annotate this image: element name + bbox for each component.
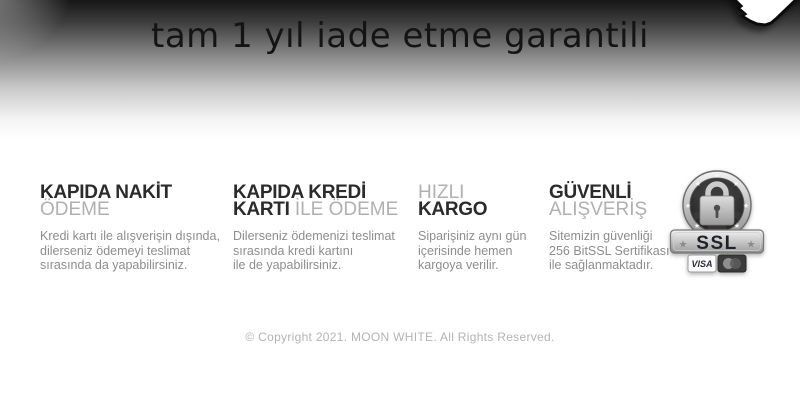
mastercard-logo	[718, 255, 746, 272]
feature-guvenli-alisveris	[549, 184, 674, 273]
svg-text:★: ★	[693, 222, 701, 230]
guarantee-banner	[0, 0, 800, 140]
feature-description	[233, 229, 428, 273]
star-icon: ★	[746, 239, 756, 251]
svg-text:★: ★	[694, 180, 702, 188]
feature-title-line2	[418, 201, 553, 218]
feature-title-line2	[40, 201, 235, 218]
feature-title-line2	[233, 201, 428, 218]
feature-body-line: içerisinde hemen	[418, 243, 513, 258]
feature-title-bold: KARTI	[233, 199, 290, 220]
feature-body-line: dilerseniz ödemeyi teslimat	[40, 243, 191, 258]
feature-title-light: İLE ÖDEME	[289, 199, 399, 220]
feature-title-line2	[549, 201, 674, 218]
feature-body-line: ile sağlanmaktadır.	[549, 258, 654, 272]
visa-label: VISA	[691, 259, 713, 269]
copyright-text: © Copyright 2021. MOON WHITE. All Rights Reserved.	[245, 330, 555, 344]
feature-title-bold: GÜVENLİ	[549, 182, 632, 203]
feature-hizli-kargo	[418, 184, 553, 273]
feature-body-line: sırasında kredi kartını	[233, 243, 354, 258]
feature-description	[549, 229, 674, 273]
feature-body-line: Siparişiniz aynı gün	[418, 229, 527, 243]
ssl-label: SSL	[696, 233, 738, 254]
feature-kapida-kredi-karti	[233, 184, 428, 273]
feature-title-bold: KARGO	[418, 199, 488, 220]
feature-kapida-nakit-odeme	[40, 184, 235, 273]
feature-body-line: Sitemizin güvenliği	[549, 229, 653, 243]
feature-title-light: ALIŞVERİŞ	[549, 199, 648, 220]
svg-text:★: ★	[732, 180, 740, 188]
guarantee-banner-title: tam 1 yıl iade etme garantili	[151, 16, 649, 56]
feature-title-light: HIZLI	[418, 182, 465, 203]
ssl-ribbon	[671, 230, 764, 254]
feature-body-line: ile de yapabilirsiniz.	[233, 258, 342, 272]
feature-description	[418, 229, 553, 273]
feature-body-line: Kredi kartı ile alışverişin dışında,	[40, 229, 220, 243]
svg-text:★: ★	[733, 222, 741, 230]
star-icon: ★	[678, 239, 688, 251]
feature-title-bold: KAPIDA KREDİ	[233, 182, 366, 203]
feature-body-line: sırasında da yapabilirsiniz.	[40, 258, 188, 272]
feature-body-line: Dilerseniz ödemenizi teslimat	[233, 229, 395, 243]
svg-text:★: ★	[713, 172, 721, 180]
pixel-cursor-icon	[706, 0, 800, 38]
ssl-badge	[669, 167, 765, 275]
svg-text:★: ★	[684, 202, 692, 210]
svg-text:★: ★	[742, 202, 750, 210]
visa-logo	[688, 255, 716, 272]
feature-title-bold: KAPIDA NAKİT	[40, 182, 172, 203]
feature-body-line: 256 BitSSL Sertifikası	[549, 243, 670, 258]
feature-title-light: ÖDEME	[40, 199, 110, 220]
feature-body-line: kargoya verilir.	[418, 258, 499, 272]
feature-description	[40, 229, 235, 273]
